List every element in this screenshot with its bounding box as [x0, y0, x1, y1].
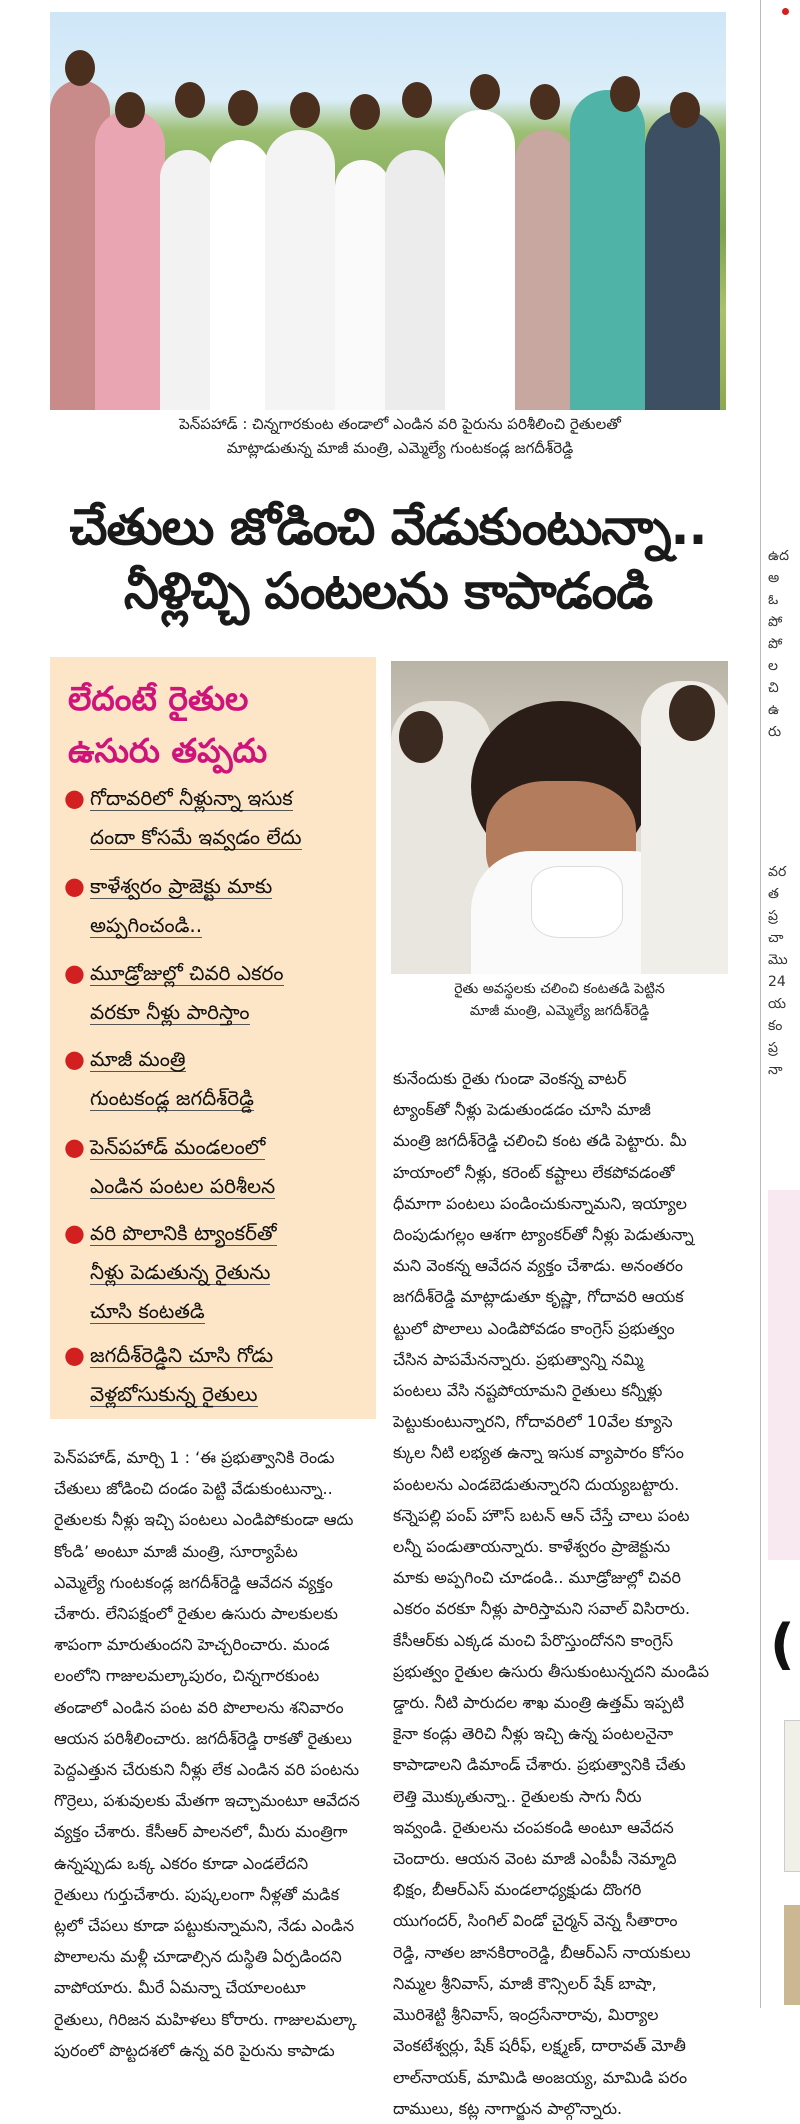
top-photo-caption-line1: పెన్‌పహాడ్ : చిన్నగారకుంట తండాలో ఎండిన వరి పైరును పరిశీలించి రైతులతో — [179, 415, 621, 433]
body-line: నిమ్మల శ్రీనివాస్, మాజీ కౌన్సిలర్ షేక్ బాషా, — [393, 1973, 657, 1993]
body-line: లెత్తి మొక్కుతున్నా.. రైతులకు సాగు నీరు — [393, 1786, 642, 1806]
body-line: కన్నెపల్లి పంప్ హౌస్ బటన్ ఆన్ చేస్తే చాలు పంట — [393, 1505, 690, 1525]
body-line: ప్రభుత్వం రైతుల ఉసురు తీసుకుంటున్నదని మండిప — [393, 1661, 710, 1681]
highlight-line: అప్పగించండి.. — [90, 913, 203, 937]
body-line: కేసీఆర్‌కు ఎక్కడ మంచి పేరొస్తుందోనని కాంగ్రెస్ — [393, 1630, 674, 1650]
strip-text: చా — [768, 930, 784, 946]
top-photo-caption-line2: మాట్లాడుతున్న మాజీ మంత్రి, ఎమ్మెల్యే గుంటకండ్ల జగదీశ్‌రెడ్డి — [226, 439, 574, 457]
body-line: పొలాలను మళ్లీ చూడాల్సిన దుస్థితి ఏర్పడిందని — [54, 1947, 342, 1967]
inset-photo-caption — [391, 978, 728, 1022]
strip-text: నా — [768, 1062, 783, 1078]
headline-line2: నీళ్లిచ్చి పంటలను కాపాడండి — [123, 562, 653, 620]
body-line: చేశారు. లేనిపక్షంలో రైతుల ఉసురు పాలకులకు — [54, 1604, 338, 1624]
bullet-icon: ● — [64, 872, 85, 900]
strip-text: ఓ — [768, 592, 779, 608]
adjacent-headline-fragment: ( — [770, 1615, 795, 1675]
highlight-line: నీళ్లు పెడుతున్న రైతును — [90, 1260, 271, 1284]
body-line: లంలోని గాజులమల్కాపురం, చిన్నగారకుంట — [54, 1666, 320, 1686]
highlight-line: గోదావరిలో నీళ్లున్నా ఇసుక — [90, 786, 293, 810]
strip-text: మొ — [768, 952, 788, 968]
bullet-icon: ● — [64, 1341, 85, 1369]
body-line: భిక్షం, బీఆర్‌ఎస్ మండలాధ్యక్షుడు దొంగరి — [393, 1880, 642, 1900]
highlight-line: ఎండిన పంటల పరిశీలన — [90, 1174, 276, 1198]
body-line: పంటలను ఎండబెడుతున్నారని దుయ్యబట్టారు. — [393, 1474, 680, 1494]
adjacent-article-strip — [760, 0, 800, 2008]
inset-photo-caption-line2: మాజీ మంత్రి, ఎమ్మెల్యే జగదీశ్‌రెడ్డి — [469, 1003, 650, 1019]
highlight-line: వరి పొలానికి ట్యాంకర్‌తో — [90, 1221, 277, 1245]
strip-text: చి — [768, 680, 779, 696]
body-line: ట్యాంక్‌తో నీళ్లు పెడుతుండడం చూసి మాజీ — [393, 1100, 651, 1120]
body-line: పెన్‌పహాడ్, మార్చి 1 : ‘ఈ ప్రభుత్వానికి రెండు — [54, 1448, 335, 1467]
highlights-title-line1: లేదంటే రైతుల — [68, 679, 249, 718]
body-line: కాపాడాలని డిమాండ్ చేశారు. ప్రభుత్వానికి చేతు — [393, 1755, 686, 1775]
body-line: ధీమాగా పంటలు పండించుకున్నామని, ఇయ్యాల — [393, 1193, 687, 1213]
strip-text: పో — [768, 614, 783, 630]
body-line: చెందారు. ఆయన వెంట మాజీ ఎంపీపీ నెమ్మాది — [393, 1849, 677, 1869]
body-line: పెట్టుకుంటున్నారని, గోదావరిలో 10వేల క్యూసె — [393, 1412, 673, 1432]
highlights-title — [68, 673, 368, 777]
body-line: క్కుల నీటి లభ్యత ఉన్నా ఇసుక వ్యాపారం కోసం — [393, 1443, 684, 1463]
highlight-line: జగదీశ్‌రెడ్డిని చూసి గోడు — [90, 1343, 274, 1367]
body-line: లాల్‌నాయక్, మామిడి అంజయ్య, మామిడి పరం — [393, 2067, 688, 2087]
highlight-line: కాళేశ్వరం ప్రాజెక్టు మాకు — [90, 874, 273, 898]
highlight-item — [64, 1128, 370, 1206]
body-line: దింపుడుగల్లం ఆశగా ట్యాంకర్‌తో నీళ్లు పెడుతున్నా — [393, 1225, 694, 1245]
highlight-item — [64, 1336, 370, 1414]
highlight-line: గుంటకండ్ల జగదీశ్‌రెడ్డి — [90, 1086, 254, 1110]
adjacent-image-fragment — [784, 1720, 800, 1872]
strip-text: త — [768, 886, 779, 902]
article-body-right — [393, 1063, 726, 2124]
strip-text: కం — [768, 1018, 783, 1034]
strip-text: య — [768, 996, 787, 1012]
highlight-line: పెన్‌పహాడ్ మండలంలో — [90, 1135, 266, 1159]
strip-text: ఉ — [768, 702, 780, 718]
strip-text: పో — [768, 636, 783, 652]
strip-text: ల — [768, 658, 778, 674]
body-line: రెడ్డి, నాతల జానకిరాంరెడ్డి, బీఆర్‌ఎస్ నాయకులు — [393, 1942, 691, 1962]
body-line: దాములు, కట్ల నాగార్జున పాల్గొన్నారు. — [393, 2098, 623, 2118]
body-line: వ్యక్తం చేశారు. కేసీఆర్ పాలనలో, మీరు మంత్రిగా — [54, 1822, 348, 1842]
body-line: రైతులు గుర్తుచేశారు. పుష్కలంగా నీళ్లతో మడిక — [54, 1884, 340, 1904]
highlight-item — [64, 1040, 370, 1118]
body-line: పెద్దఎత్తున చేరుకుని నీళ్లు లేక ఎండిన వరి పంటను — [54, 1760, 359, 1780]
inset-photo — [391, 661, 728, 974]
body-line: హయాంలో నీళ్లు, కరెంట్ కష్టాలు లేకపోవడంతో — [393, 1162, 675, 1182]
strip-text: అ — [768, 570, 780, 586]
body-line: రైతులు, గిరిజన మహిళలు కోరారు. గాజులమల్కా — [54, 2009, 357, 2029]
body-line: తండాలో ఎండిన పంట వరి పొలాలను శనివారం — [54, 1697, 344, 1717]
body-line: కునేందుకు రైతు గుండా వెంకన్న వాటర్ — [393, 1069, 627, 1088]
bullet-icon: ● — [64, 1219, 85, 1247]
body-line: మాకు అప్పగించి చూడండి.. మూడ్రోజుల్లో చివరి — [393, 1568, 681, 1588]
bullet-icon: ● — [64, 784, 85, 812]
highlight-item — [64, 954, 370, 1032]
body-line: ఇవ్వండి. రైతులను చంపకండి అంటూ ఆవేదన — [393, 1817, 674, 1837]
highlight-line: మాజీ మంత్రి — [90, 1047, 186, 1071]
body-line: పంటలు వేసి నష్టపోయామని రైతులు కన్నీళ్లు — [393, 1381, 663, 1401]
body-line: డ్డారు. నీటి పారుదల శాఖ మంత్రి ఉత్తమ్ ఇప్పటి — [393, 1693, 685, 1713]
highlight-line: మూడ్రోజుల్లో చివరి ఎకరం — [90, 961, 284, 985]
highlights-box — [50, 657, 376, 1419]
bullet-icon: ● — [64, 1045, 85, 1073]
body-line: ట్లలో చేపలు కూడా పట్టుకున్నామని, నేడు ఎండిన — [54, 1916, 355, 1936]
strip-text: ప్ర — [768, 908, 778, 924]
top-photo-caption — [0, 412, 800, 460]
body-line: కోండి’ అంటూ మాజీ మంత్రి, సూర్యాపేట — [54, 1541, 298, 1561]
adjacent-photo-fragment — [784, 1905, 800, 2005]
body-line: లన్నీ పండుతాయన్నారు. కాళేశ్వరం ప్రాజెక్టును — [393, 1537, 671, 1557]
highlight-line: వరకూ నీళ్లు పారిస్తాం — [90, 1000, 250, 1024]
highlight-item — [64, 779, 370, 857]
body-line: చేసిన పాపమేనన్నారు. ప్రభుత్వాన్ని నమ్మి — [393, 1349, 644, 1369]
highlight-line: చూసి కంటతడి — [90, 1299, 205, 1323]
body-line: చేతులు జోడించి దండం పెట్టి వేడుకుంటున్నా.. — [54, 1479, 333, 1499]
body-line: మొరిశెట్టి శ్రీనివాస్, ఇంద్రసేనారావు, మిర్యాల — [393, 2005, 659, 2025]
top-photo — [50, 12, 726, 410]
body-line: వాపోయారు. మీరే ఏమన్నా చేయాలంటూ — [54, 1978, 306, 1998]
highlight-line: వెళ్లబోసుకున్న రైతులు — [90, 1382, 258, 1406]
body-line: జగదీశ్‌రెడ్డి మాట్లాడుతూ కృష్ణా, గోదావరి ఆయక — [393, 1287, 684, 1307]
bullet-icon: ● — [64, 959, 85, 987]
body-line: గొర్రెలు, పశువులకు మేతగా ఇచ్చామంటూ ఆవేదన — [54, 1791, 360, 1811]
red-dot-icon — [782, 8, 789, 15]
body-line: ఉన్నప్పుడు ఒక్క ఎకరం కూడా ఎండలేదని — [54, 1853, 309, 1873]
strip-text: ప్ర — [768, 1040, 778, 1056]
body-line: ఎకరం వరకూ నీళ్లు పారిస్తామని సవాల్ విసిరారు. — [393, 1599, 691, 1619]
body-line: యుగందర్, సింగిల్ విండో చైర్మన్ వెన్న సీతారాం — [393, 1911, 678, 1931]
strip-text: వర — [768, 864, 787, 880]
highlight-item — [64, 867, 370, 945]
article-body-left — [54, 1442, 374, 2066]
body-line: కైనా కండ్లు తెరిచి నీళ్లు ఇచ్చి ఉన్న పంటలనైనా — [393, 1724, 674, 1744]
body-line: మంత్రి జగదీశ్‌రెడ్డి చలించి కంట తడి పెట్టారు. మీ — [393, 1131, 687, 1151]
body-line: మని వెంకన్న ఆవేదన వ్యక్తం చేశాడు. అనంతరం — [393, 1256, 684, 1276]
highlights-title-line2: ఉసురు తప్పదు — [68, 731, 268, 770]
highlight-item — [64, 1214, 370, 1331]
column-divider — [760, 0, 761, 2008]
body-line: రైతులకు నీళ్లు ఇచ్చి పంటలు ఎండిపోకుండా ఆదు — [54, 1510, 354, 1530]
strip-text: రు — [768, 724, 782, 740]
inset-photo-caption-line1: రైతు అవస్థలకు చలించి కంటతడి పెట్టిన — [454, 981, 665, 997]
adjacent-ad-block — [768, 1190, 800, 1560]
body-line: వెంకటేశ్వర్లు, షేక్ షరీఫ్, లక్ష్మణ్, దారావత్ మోతీ — [393, 2036, 686, 2056]
headline — [50, 495, 726, 623]
body-line: పురంలో పొట్టదశలో ఉన్న వరి పైరును కాపాడు — [54, 2040, 335, 2060]
body-line: ఎమ్మెల్యే గుంటకండ్ల జగదీశ్‌రెడ్డి ఆవేదన వ్యక్తం — [54, 1572, 333, 1592]
strip-text: 24 — [768, 974, 786, 990]
body-line: ట్టులో పొలాలు ఎండిపోవడం కాంగ్రెస్ ప్రభుత్వం — [393, 1318, 675, 1338]
headline-line1: చేతులు జోడించి వేడుకుంటున్నా.. — [69, 498, 707, 556]
body-line: ఆయన పరిశీలించారు. జగదీశ్‌రెడ్డి రాకతో రైతులు — [54, 1728, 352, 1748]
body-line: శాపంగా మారుతుందని హెచ్చరించారు. మండ — [54, 1635, 330, 1655]
strip-text: ఉద — [768, 548, 790, 564]
highlight-line: దందా కోసమే ఇవ్వడం లేదు — [90, 825, 302, 849]
bullet-icon: ● — [64, 1133, 85, 1161]
